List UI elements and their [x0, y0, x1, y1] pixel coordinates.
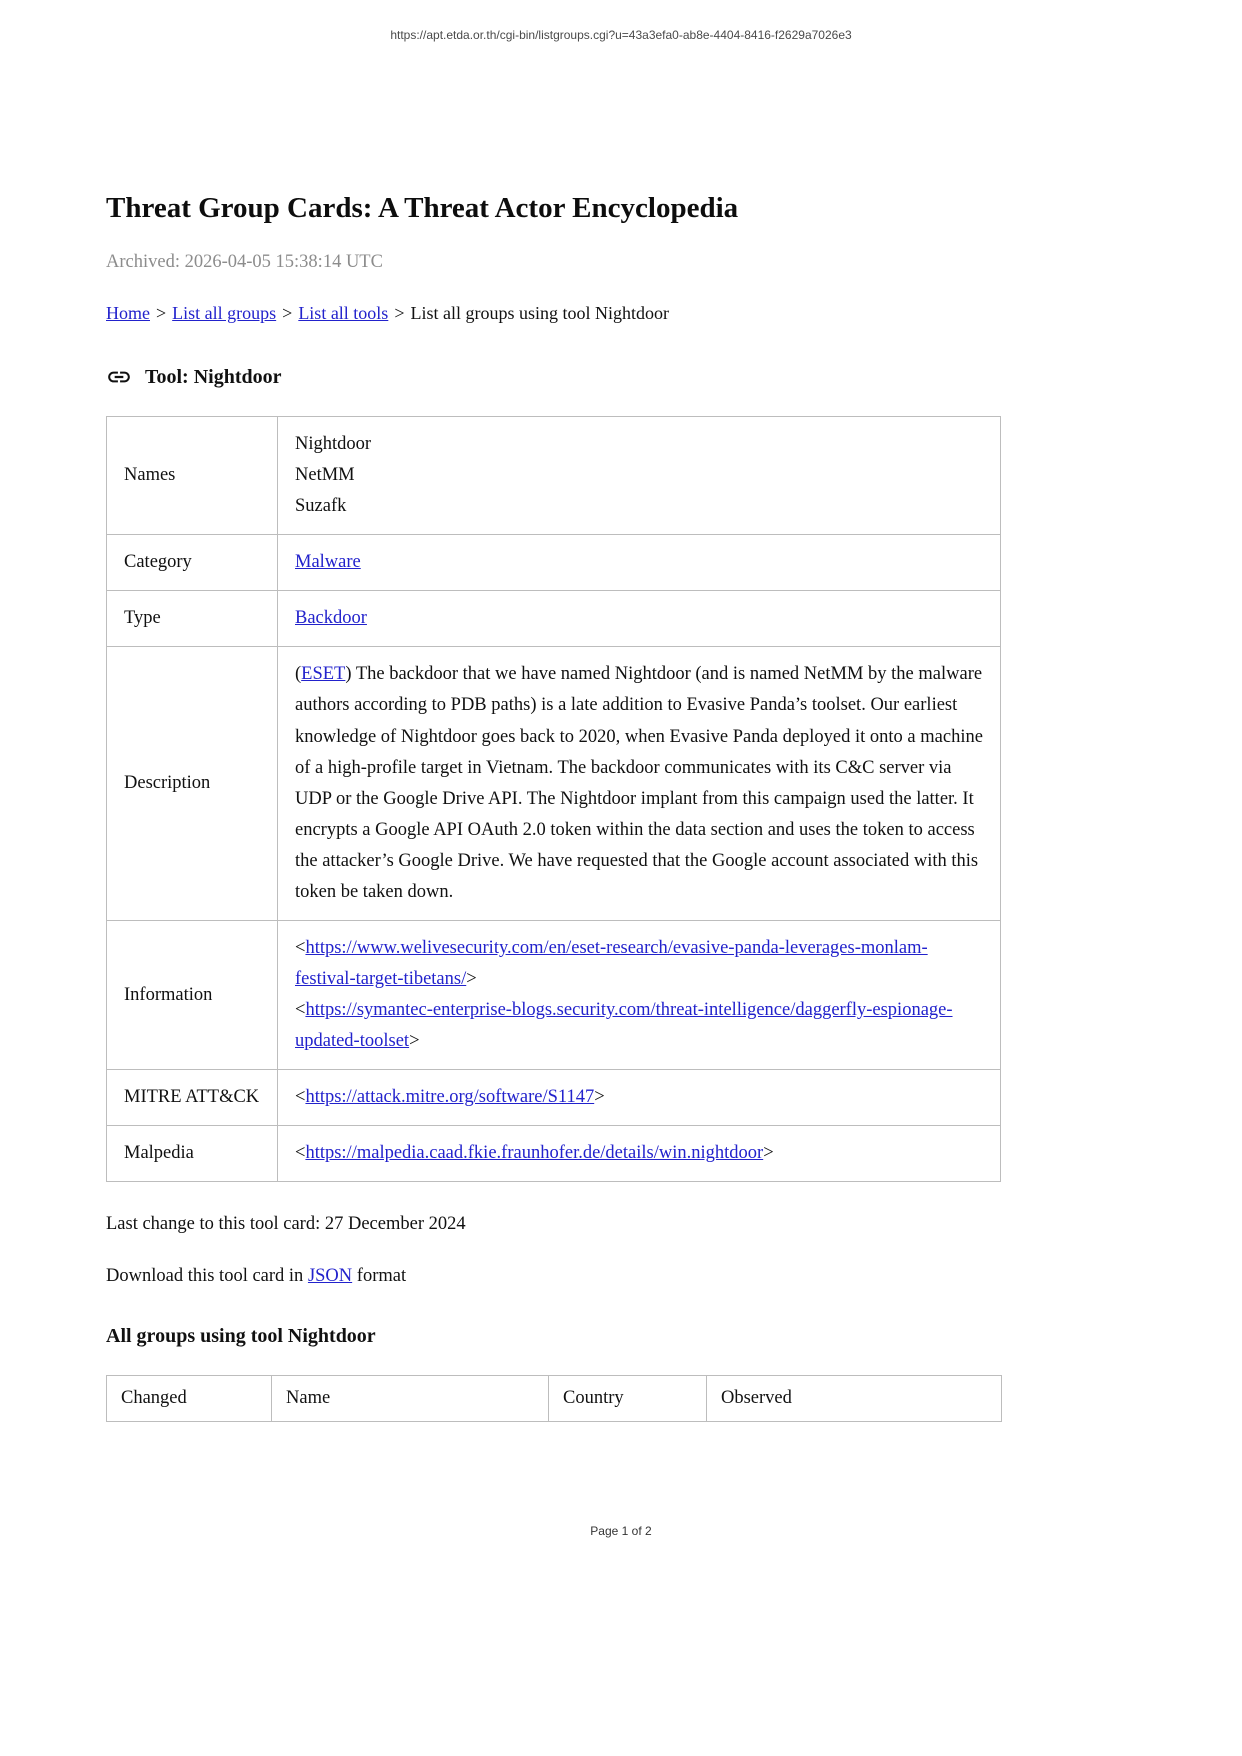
download-line — [106, 1266, 1001, 1287]
breadcrumb-list-all-groups-link[interactable]: List all groups — [172, 303, 277, 323]
angle-bracket-close: > — [466, 969, 477, 990]
eset-source-link[interactable]: ESET — [301, 664, 346, 685]
column-header-name: Name — [272, 1376, 549, 1422]
malpedia-link[interactable]: https://malpedia.caad.fkie.fraunhofer.de/details/win.nightdoor — [305, 1143, 764, 1164]
breadcrumb-list-all-tools-link[interactable]: List all tools — [298, 303, 389, 323]
table-row-names — [107, 417, 1001, 535]
tool-name: Nightdoor — [295, 434, 372, 454]
groups-section-heading: All groups using tool Nightdoor — [106, 1325, 376, 1348]
tool-name: Suzafk — [295, 496, 347, 517]
row-value-category — [278, 535, 1001, 591]
table-row-type — [107, 591, 1001, 647]
row-value-type — [278, 591, 1001, 647]
table-row-category — [107, 535, 1001, 591]
breadcrumb-current-page: List all groups using tool Nightdoor — [410, 303, 669, 323]
row-label-type: Type — [107, 591, 278, 647]
angle-bracket-open: < — [295, 1143, 306, 1164]
column-header-changed: Changed — [107, 1376, 272, 1422]
permalink-icon[interactable] — [106, 364, 132, 390]
information-link-line — [295, 995, 983, 1057]
breadcrumb-separator: > — [394, 303, 405, 323]
angle-bracket-close: > — [594, 1087, 605, 1108]
row-value-names — [278, 417, 1001, 535]
row-label-names: Names — [107, 417, 278, 535]
download-json-link[interactable]: JSON — [307, 1266, 353, 1287]
column-header-observed: Observed — [707, 1376, 1002, 1422]
table-row-information — [107, 921, 1001, 1070]
type-link[interactable]: Backdoor — [295, 608, 367, 629]
symantec-link[interactable]: https://symantec-enterprise-blogs.security.com/threat-intelligence/daggerfly-espionage-updated-toolset — [295, 1000, 953, 1052]
category-link[interactable]: Malware — [295, 552, 361, 573]
row-label-category: Category — [107, 535, 278, 591]
last-change-text: Last change to this tool card: 27 December 2024 — [106, 1214, 466, 1235]
page-content — [106, 192, 1001, 1422]
row-value-mitre — [278, 1070, 1001, 1126]
angle-bracket-open: < — [295, 1000, 306, 1021]
row-label-mitre: MITRE ATT&CK — [107, 1070, 278, 1126]
print-footer-page-number: Page 1 of 2 — [590, 1524, 652, 1538]
row-label-malpedia: Malpedia — [107, 1126, 278, 1182]
row-value-description — [278, 647, 1001, 921]
archived-timestamp: Archived: 2026-04-05 15:38:14 UTC — [106, 252, 383, 272]
angle-bracket-open: < — [295, 1087, 306, 1108]
column-header-country: Country — [549, 1376, 707, 1422]
breadcrumb-separator: > — [282, 303, 293, 323]
open-paren: ( — [295, 664, 302, 685]
tool-heading-label: Tool: Nightdoor — [145, 365, 282, 388]
tool-heading — [106, 364, 1001, 390]
row-value-information — [278, 921, 1001, 1070]
breadcrumb — [106, 303, 1001, 324]
row-label-information: Information — [107, 921, 278, 1070]
groups-table-header-row — [107, 1376, 1002, 1422]
mitre-attack-link[interactable]: https://attack.mitre.org/software/S1147 — [305, 1087, 595, 1108]
download-suffix: format — [352, 1266, 407, 1287]
page-title: Threat Group Cards: A Threat Actor Encyclopedia — [106, 192, 739, 224]
download-prefix: Download this tool card in — [106, 1266, 308, 1287]
table-row-mitre — [107, 1070, 1001, 1126]
tool-card-table — [106, 416, 1001, 1182]
table-row-malpedia — [107, 1126, 1001, 1182]
angle-bracket-close: > — [409, 1031, 420, 1052]
information-link-line — [295, 933, 983, 995]
groups-table — [106, 1375, 1002, 1422]
row-label-description: Description — [107, 647, 278, 921]
breadcrumb-home-link[interactable]: Home — [106, 303, 150, 323]
tool-name: NetMM — [295, 465, 355, 486]
angle-bracket-close: > — [763, 1143, 774, 1164]
row-value-malpedia — [278, 1126, 1001, 1182]
description-text: ) The backdoor that we have named Nightdoor (and is named NetMM by the malware authors according to PDB paths) is a late addition to Evasive Panda’s toolset. Our earliest knowledge of Nightdoor goes back to 2020, when Evasive Panda deployed it onto a machine of a high-profile target in Vietnam. The backdoor communicates with its C&C server via UDP or the Google Drive API. The Nightdoor implant from this campaign used the latter. It encrypts a Google API OAuth 2.0 token within the data section and uses the token to access the attacker’s Google Drive. We have requested that the Google account associated with this token be taken down. — [295, 664, 983, 902]
breadcrumb-separator: > — [156, 303, 167, 323]
print-header-url: https://apt.etda.or.th/cgi-bin/listgroups.cgi?u=43a3efa0-ab8e-4404-8416-f2629a7026e3 — [390, 28, 852, 42]
angle-bracket-open: < — [295, 938, 306, 959]
welivesecurity-link[interactable]: https://www.welivesecurity.com/en/eset-research/evasive-panda-leverages-monlam-festival-target-tibetans/ — [295, 938, 928, 990]
table-row-description — [107, 647, 1001, 921]
